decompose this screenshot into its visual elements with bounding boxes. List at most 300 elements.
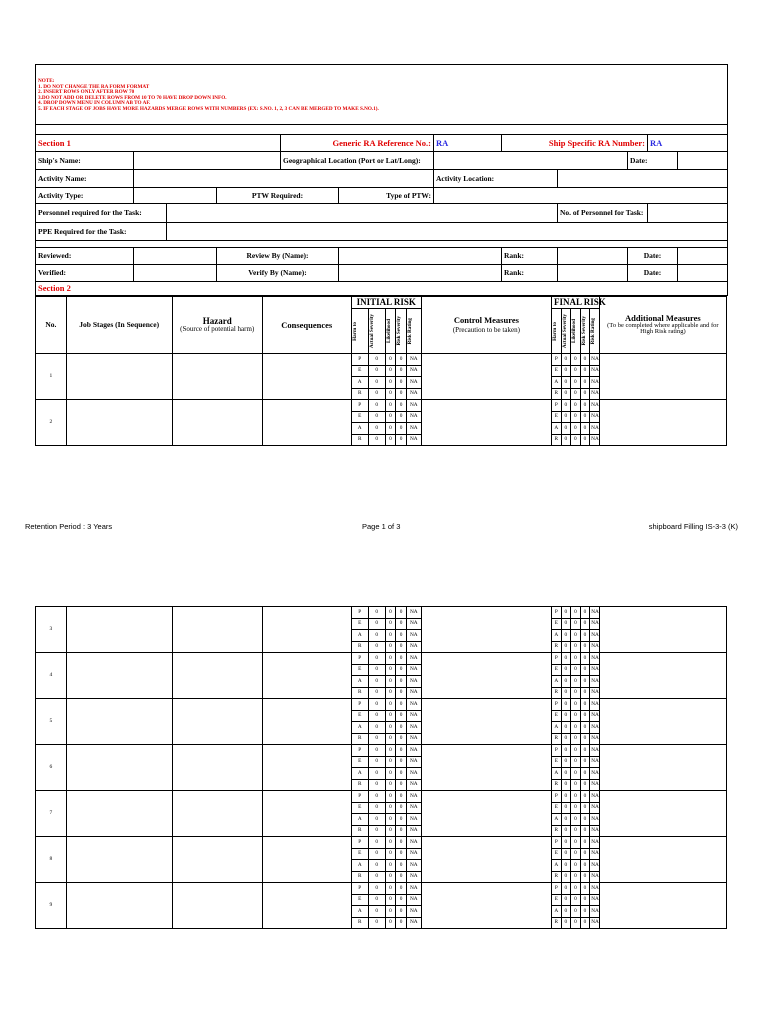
final-harm-to-cell[interactable]: A bbox=[552, 906, 562, 918]
control-measures-cell[interactable] bbox=[421, 607, 551, 653]
final-likelihood-cell[interactable]: 0 bbox=[571, 906, 581, 918]
final-likelihood-cell[interactable]: 0 bbox=[571, 400, 581, 412]
consequences-cell[interactable] bbox=[262, 400, 351, 446]
final-severity-cell[interactable]: 0 bbox=[561, 745, 571, 757]
final-severity-cell[interactable]: 0 bbox=[561, 354, 571, 366]
initial-severity-cell[interactable]: 0 bbox=[368, 400, 385, 412]
final-severity-cell[interactable]: 0 bbox=[561, 894, 571, 906]
type-of-ptw-field[interactable] bbox=[434, 188, 728, 204]
final-severity-cell[interactable]: 0 bbox=[561, 388, 571, 400]
initial-severity-cell[interactable]: 0 bbox=[368, 814, 385, 826]
final-likelihood-cell[interactable]: 0 bbox=[571, 377, 581, 389]
initial-likelihood-cell[interactable]: 0 bbox=[385, 883, 396, 895]
initial-risk-severity-cell: 0 bbox=[396, 641, 407, 653]
initial-harm-to-cell[interactable]: E bbox=[351, 411, 368, 423]
consequences-cell[interactable] bbox=[262, 791, 351, 837]
final-likelihood-cell[interactable]: 0 bbox=[571, 768, 581, 780]
initial-harm-to-cell[interactable]: P bbox=[351, 607, 368, 619]
final-likelihood-cell[interactable]: 0 bbox=[571, 848, 581, 860]
initial-likelihood-cell[interactable]: 0 bbox=[385, 825, 396, 837]
initial-harm-to-cell[interactable]: E bbox=[351, 664, 368, 676]
final-likelihood-cell[interactable]: 0 bbox=[571, 676, 581, 688]
final-severity-cell[interactable]: 0 bbox=[561, 423, 571, 435]
final-harm-to-cell[interactable]: P bbox=[552, 354, 562, 366]
final-severity-cell[interactable]: 0 bbox=[561, 434, 571, 446]
initial-likelihood-cell[interactable]: 0 bbox=[385, 618, 396, 630]
initial-harm-to-cell[interactable]: A bbox=[351, 630, 368, 642]
final-likelihood-cell[interactable]: 0 bbox=[571, 607, 581, 619]
final-likelihood-cell[interactable]: 0 bbox=[571, 388, 581, 400]
consequences-cell[interactable] bbox=[262, 837, 351, 883]
initial-severity-cell[interactable]: 0 bbox=[368, 871, 385, 883]
final-harm-to-cell[interactable]: R bbox=[552, 733, 562, 745]
initial-likelihood-cell[interactable]: 0 bbox=[385, 894, 396, 906]
final-harm-to-cell[interactable]: R bbox=[552, 434, 562, 446]
initial-severity-cell[interactable]: 0 bbox=[368, 687, 385, 699]
initial-likelihood-cell[interactable]: 0 bbox=[385, 906, 396, 918]
initial-severity-cell[interactable]: 0 bbox=[368, 802, 385, 814]
initial-likelihood-cell[interactable]: 0 bbox=[385, 871, 396, 883]
initial-harm-to-cell[interactable]: A bbox=[351, 768, 368, 780]
reviewed-field[interactable] bbox=[134, 248, 217, 265]
final-likelihood-cell[interactable]: 0 bbox=[571, 434, 581, 446]
final-severity-cell[interactable]: 0 bbox=[561, 607, 571, 619]
risk-assessment-table bbox=[35, 296, 727, 446]
initial-likelihood-cell[interactable]: 0 bbox=[385, 676, 396, 688]
initial-likelihood-cell[interactable]: 0 bbox=[385, 710, 396, 722]
initial-severity-cell[interactable]: 0 bbox=[368, 917, 385, 929]
final-likelihood-cell[interactable]: 0 bbox=[571, 745, 581, 757]
initial-likelihood-cell[interactable]: 0 bbox=[385, 768, 396, 780]
final-harm-to-cell[interactable]: P bbox=[552, 745, 562, 757]
initial-severity-cell[interactable]: 0 bbox=[368, 756, 385, 768]
hazard-cell[interactable] bbox=[172, 837, 262, 883]
final-severity-cell[interactable]: 0 bbox=[561, 814, 571, 826]
final-severity-cell[interactable]: 0 bbox=[561, 837, 571, 849]
initial-harm-to-cell[interactable]: R bbox=[351, 733, 368, 745]
final-risk-rating-cell: NA bbox=[590, 802, 600, 814]
initial-risk-rating-cell: NA bbox=[406, 791, 421, 803]
final-harm-to-cell[interactable]: E bbox=[552, 365, 562, 377]
final-severity-cell[interactable]: 0 bbox=[561, 860, 571, 872]
final-likelihood-cell[interactable]: 0 bbox=[571, 722, 581, 734]
final-harm-to-cell[interactable]: R bbox=[552, 687, 562, 699]
final-harm-to-cell[interactable]: E bbox=[552, 756, 562, 768]
ships-name-field[interactable] bbox=[134, 152, 281, 170]
job-stage-cell[interactable] bbox=[66, 653, 172, 699]
initial-harm-to-cell[interactable]: P bbox=[351, 837, 368, 849]
initial-likelihood-cell[interactable]: 0 bbox=[385, 791, 396, 803]
final-risk-severity-cell: 0 bbox=[580, 871, 590, 883]
additional-measures-cell[interactable] bbox=[599, 883, 726, 929]
initial-harm-to-cell[interactable]: E bbox=[351, 365, 368, 377]
initial-severity-cell[interactable]: 0 bbox=[368, 607, 385, 619]
final-risk-rating-cell: NA bbox=[590, 676, 600, 688]
initial-likelihood-cell[interactable]: 0 bbox=[385, 814, 396, 826]
additional-measures-cell[interactable] bbox=[599, 400, 726, 446]
generic-ra-value[interactable]: RA bbox=[434, 135, 502, 152]
final-harm-to-cell[interactable]: A bbox=[552, 676, 562, 688]
final-severity-cell[interactable]: 0 bbox=[561, 756, 571, 768]
review-date-field[interactable] bbox=[678, 248, 728, 265]
job-stage-cell[interactable] bbox=[66, 699, 172, 745]
initial-harm-to-cell[interactable]: P bbox=[351, 354, 368, 366]
initial-likelihood-cell[interactable]: 0 bbox=[385, 779, 396, 791]
initial-likelihood-cell[interactable]: 0 bbox=[385, 722, 396, 734]
initial-likelihood-cell[interactable]: 0 bbox=[385, 837, 396, 849]
initial-harm-to-cell[interactable]: P bbox=[351, 883, 368, 895]
final-risk-severity-cell: 0 bbox=[580, 630, 590, 642]
geo-location-field[interactable] bbox=[434, 152, 628, 170]
initial-severity-cell[interactable]: 0 bbox=[368, 710, 385, 722]
activity-location-field[interactable] bbox=[558, 170, 728, 188]
additional-measures-cell[interactable] bbox=[599, 653, 726, 699]
initial-severity-cell[interactable]: 0 bbox=[368, 906, 385, 918]
final-severity-cell[interactable]: 0 bbox=[561, 906, 571, 918]
initial-severity-cell[interactable]: 0 bbox=[368, 791, 385, 803]
initial-harm-to-cell[interactable]: R bbox=[351, 917, 368, 929]
initial-likelihood-cell[interactable]: 0 bbox=[385, 630, 396, 642]
final-severity-cell[interactable]: 0 bbox=[561, 791, 571, 803]
initial-harm-to-cell[interactable]: P bbox=[351, 699, 368, 711]
job-stage-cell[interactable] bbox=[66, 745, 172, 791]
initial-likelihood-cell[interactable]: 0 bbox=[385, 664, 396, 676]
initial-severity-cell[interactable]: 0 bbox=[368, 699, 385, 711]
verify-date-field[interactable] bbox=[678, 265, 728, 282]
activity-type-field[interactable] bbox=[134, 188, 217, 204]
initial-severity-cell[interactable]: 0 bbox=[368, 411, 385, 423]
initial-risk-rating-cell: NA bbox=[406, 630, 421, 642]
initial-severity-cell[interactable]: 0 bbox=[368, 745, 385, 757]
final-harm-to-cell[interactable]: E bbox=[552, 411, 562, 423]
consequences-cell[interactable] bbox=[262, 653, 351, 699]
final-harm-to-cell[interactable]: P bbox=[552, 837, 562, 849]
initial-harm-to-cell[interactable]: E bbox=[351, 710, 368, 722]
initial-harm-to-cell[interactable]: R bbox=[351, 779, 368, 791]
final-likelihood-cell[interactable]: 0 bbox=[571, 791, 581, 803]
initial-severity-cell[interactable]: 0 bbox=[368, 365, 385, 377]
final-harm-to-cell[interactable]: E bbox=[552, 664, 562, 676]
initial-harm-to-cell[interactable]: R bbox=[351, 388, 368, 400]
final-likelihood-cell[interactable]: 0 bbox=[571, 894, 581, 906]
initial-harm-to-cell[interactable]: P bbox=[351, 400, 368, 412]
initial-harm-to-cell[interactable]: R bbox=[351, 434, 368, 446]
control-measures-cell[interactable] bbox=[421, 653, 551, 699]
additional-measures-cell[interactable] bbox=[599, 791, 726, 837]
initial-severity-cell[interactable]: 0 bbox=[368, 883, 385, 895]
initial-severity-cell[interactable]: 0 bbox=[368, 779, 385, 791]
control-measures-cell[interactable] bbox=[421, 837, 551, 883]
final-likelihood-cell[interactable]: 0 bbox=[571, 756, 581, 768]
initial-harm-to-cell[interactable]: A bbox=[351, 423, 368, 435]
initial-harm-to-cell[interactable]: P bbox=[351, 791, 368, 803]
control-measures-cell[interactable] bbox=[421, 354, 551, 400]
initial-severity-cell[interactable]: 0 bbox=[368, 664, 385, 676]
final-severity-cell[interactable]: 0 bbox=[561, 802, 571, 814]
review-by-field[interactable] bbox=[339, 248, 502, 265]
final-harm-to-cell[interactable]: P bbox=[552, 699, 562, 711]
final-severity-cell[interactable]: 0 bbox=[561, 871, 571, 883]
final-harm-to-cell[interactable]: A bbox=[552, 814, 562, 826]
initial-likelihood-cell[interactable]: 0 bbox=[385, 641, 396, 653]
initial-risk-severity-cell: 0 bbox=[396, 745, 407, 757]
final-likelihood-cell[interactable]: 0 bbox=[571, 664, 581, 676]
job-stage-cell[interactable] bbox=[66, 400, 172, 446]
job-stage-cell[interactable] bbox=[66, 837, 172, 883]
ppe-required-field[interactable] bbox=[167, 223, 728, 241]
no-of-personnel-field[interactable] bbox=[648, 204, 728, 223]
initial-severity-cell[interactable]: 0 bbox=[368, 848, 385, 860]
final-severity-cell[interactable]: 0 bbox=[561, 710, 571, 722]
final-severity-cell[interactable]: 0 bbox=[561, 400, 571, 412]
initial-risk-severity-cell: 0 bbox=[396, 860, 407, 872]
initial-likelihood-cell[interactable]: 0 bbox=[385, 860, 396, 872]
final-severity-cell[interactable]: 0 bbox=[561, 848, 571, 860]
hazard-cell[interactable] bbox=[172, 653, 262, 699]
initial-harm-to-cell[interactable]: P bbox=[351, 653, 368, 665]
final-harm-to-cell[interactable]: P bbox=[552, 400, 562, 412]
initial-severity-cell[interactable]: 0 bbox=[368, 894, 385, 906]
final-harm-to-cell[interactable]: P bbox=[552, 791, 562, 803]
initial-likelihood-cell[interactable]: 0 bbox=[385, 733, 396, 745]
initial-harm-to-cell[interactable]: R bbox=[351, 641, 368, 653]
final-risk-severity-cell: 0 bbox=[580, 779, 590, 791]
final-severity-cell[interactable]: 0 bbox=[561, 917, 571, 929]
final-harm-to-cell[interactable]: A bbox=[552, 377, 562, 389]
consequences-cell[interactable] bbox=[262, 607, 351, 653]
final-severity-cell[interactable]: 0 bbox=[561, 676, 571, 688]
initial-likelihood-cell[interactable]: 0 bbox=[385, 400, 396, 412]
initial-harm-to-cell[interactable]: A bbox=[351, 377, 368, 389]
final-severity-cell[interactable]: 0 bbox=[561, 411, 571, 423]
initial-harm-to-cell[interactable]: A bbox=[351, 676, 368, 688]
consequences-cell[interactable] bbox=[262, 883, 351, 929]
initial-likelihood-cell[interactable]: 0 bbox=[385, 411, 396, 423]
final-harm-to-cell[interactable]: A bbox=[552, 630, 562, 642]
initial-severity-cell[interactable]: 0 bbox=[368, 676, 385, 688]
initial-severity-cell[interactable]: 0 bbox=[368, 377, 385, 389]
initial-severity-cell[interactable]: 0 bbox=[368, 768, 385, 780]
additional-measures-cell[interactable] bbox=[599, 607, 726, 653]
initial-risk-severity-cell: 0 bbox=[396, 653, 407, 665]
final-likelihood-cell[interactable]: 0 bbox=[571, 710, 581, 722]
initial-severity-cell[interactable]: 0 bbox=[368, 423, 385, 435]
final-harm-to-cell[interactable]: P bbox=[552, 883, 562, 895]
rank-field[interactable] bbox=[558, 248, 628, 265]
final-likelihood-cell[interactable]: 0 bbox=[571, 860, 581, 872]
final-severity-cell[interactable]: 0 bbox=[561, 779, 571, 791]
initial-harm-to-cell[interactable]: E bbox=[351, 618, 368, 630]
initial-risk-rating-cell: NA bbox=[406, 388, 421, 400]
final-likelihood-cell[interactable]: 0 bbox=[571, 354, 581, 366]
final-harm-to-cell[interactable]: A bbox=[552, 860, 562, 872]
initial-harm-to-cell[interactable]: E bbox=[351, 894, 368, 906]
control-measures-cell[interactable] bbox=[421, 400, 551, 446]
control-measures-cell[interactable] bbox=[421, 699, 551, 745]
final-severity-cell[interactable]: 0 bbox=[561, 641, 571, 653]
hazard-cell[interactable] bbox=[172, 699, 262, 745]
job-stage-cell[interactable] bbox=[66, 791, 172, 837]
final-likelihood-cell[interactable]: 0 bbox=[571, 687, 581, 699]
initial-harm-to-cell[interactable]: A bbox=[351, 814, 368, 826]
final-likelihood-cell[interactable]: 0 bbox=[571, 779, 581, 791]
initial-likelihood-cell[interactable]: 0 bbox=[385, 388, 396, 400]
final-severity-cell[interactable]: 0 bbox=[561, 618, 571, 630]
verified-field[interactable] bbox=[134, 265, 217, 282]
initial-likelihood-cell[interactable]: 0 bbox=[385, 607, 396, 619]
final-likelihood-cell[interactable]: 0 bbox=[571, 411, 581, 423]
final-severity-cell[interactable]: 0 bbox=[561, 722, 571, 734]
final-likelihood-cell[interactable]: 0 bbox=[571, 365, 581, 377]
final-harm-to-cell[interactable]: P bbox=[552, 607, 562, 619]
final-severity-cell[interactable]: 0 bbox=[561, 664, 571, 676]
activity-name-field[interactable] bbox=[134, 170, 434, 188]
final-harm-to-cell[interactable]: R bbox=[552, 779, 562, 791]
final-severity-cell[interactable]: 0 bbox=[561, 653, 571, 665]
control-measures-cell[interactable] bbox=[421, 791, 551, 837]
initial-likelihood-cell[interactable]: 0 bbox=[385, 917, 396, 929]
initial-likelihood-cell[interactable]: 0 bbox=[385, 699, 396, 711]
consequences-cell[interactable] bbox=[262, 699, 351, 745]
initial-severity-cell[interactable]: 0 bbox=[368, 354, 385, 366]
initial-likelihood-cell[interactable]: 0 bbox=[385, 354, 396, 366]
final-harm-to-cell[interactable]: P bbox=[552, 653, 562, 665]
final-severity-cell[interactable]: 0 bbox=[561, 883, 571, 895]
hazard-cell[interactable] bbox=[172, 400, 262, 446]
additional-measures-cell[interactable] bbox=[599, 699, 726, 745]
initial-harm-to-cell[interactable]: R bbox=[351, 871, 368, 883]
initial-likelihood-cell[interactable]: 0 bbox=[385, 434, 396, 446]
verify-by-field[interactable] bbox=[339, 265, 502, 282]
final-harm-to-cell[interactable]: A bbox=[552, 423, 562, 435]
initial-likelihood-cell[interactable]: 0 bbox=[385, 802, 396, 814]
initial-likelihood-header: Likelihood bbox=[385, 309, 396, 354]
final-severity-cell[interactable]: 0 bbox=[561, 733, 571, 745]
initial-likelihood-cell[interactable]: 0 bbox=[385, 423, 396, 435]
final-likelihood-cell[interactable]: 0 bbox=[571, 653, 581, 665]
job-stage-cell[interactable] bbox=[66, 607, 172, 653]
final-likelihood-cell[interactable]: 0 bbox=[571, 423, 581, 435]
personnel-required-field[interactable] bbox=[167, 204, 558, 223]
final-risk-severity-cell: 0 bbox=[580, 434, 590, 446]
final-harm-to-cell[interactable]: E bbox=[552, 802, 562, 814]
initial-harm-to-cell[interactable]: A bbox=[351, 722, 368, 734]
initial-severity-cell[interactable]: 0 bbox=[368, 630, 385, 642]
initial-severity-cell[interactable]: 0 bbox=[368, 388, 385, 400]
hazard-cell[interactable] bbox=[172, 745, 262, 791]
initial-severity-cell[interactable]: 0 bbox=[368, 722, 385, 734]
activity-type-label: Activity Type: bbox=[36, 188, 134, 204]
final-likelihood-cell[interactable]: 0 bbox=[571, 733, 581, 745]
final-harm-to-cell[interactable]: R bbox=[552, 917, 562, 929]
final-harm-to-cell[interactable]: R bbox=[552, 871, 562, 883]
final-likelihood-cell[interactable]: 0 bbox=[571, 917, 581, 929]
initial-harm-to-cell[interactable]: A bbox=[351, 906, 368, 918]
final-likelihood-cell[interactable]: 0 bbox=[571, 699, 581, 711]
initial-severity-cell[interactable]: 0 bbox=[368, 641, 385, 653]
final-harm-to-cell[interactable]: E bbox=[552, 848, 562, 860]
initial-harm-to-cell[interactable]: E bbox=[351, 848, 368, 860]
date-field[interactable] bbox=[678, 152, 728, 170]
final-severity-cell[interactable]: 0 bbox=[561, 377, 571, 389]
final-severity-cell[interactable]: 0 bbox=[561, 687, 571, 699]
initial-harm-to-cell[interactable]: E bbox=[351, 756, 368, 768]
hazard-cell[interactable] bbox=[172, 883, 262, 929]
initial-harm-to-cell[interactable]: A bbox=[351, 860, 368, 872]
final-harm-to-cell[interactable]: E bbox=[552, 710, 562, 722]
final-harm-to-cell[interactable]: R bbox=[552, 825, 562, 837]
control-measures-cell[interactable] bbox=[421, 883, 551, 929]
hazard-cell[interactable] bbox=[172, 791, 262, 837]
initial-likelihood-cell[interactable]: 0 bbox=[385, 848, 396, 860]
final-harm-to-cell[interactable]: R bbox=[552, 641, 562, 653]
final-risk-rating-cell: NA bbox=[590, 871, 600, 883]
final-likelihood-cell[interactable]: 0 bbox=[571, 630, 581, 642]
initial-likelihood-cell[interactable]: 0 bbox=[385, 745, 396, 757]
final-severity-cell[interactable]: 0 bbox=[561, 699, 571, 711]
initial-severity-cell[interactable]: 0 bbox=[368, 434, 385, 446]
final-severity-cell[interactable]: 0 bbox=[561, 825, 571, 837]
final-likelihood-cell[interactable]: 0 bbox=[571, 641, 581, 653]
final-likelihood-cell[interactable]: 0 bbox=[571, 618, 581, 630]
additional-measures-cell[interactable] bbox=[599, 837, 726, 883]
final-harm-to-cell[interactable]: R bbox=[552, 388, 562, 400]
initial-likelihood-cell[interactable]: 0 bbox=[385, 653, 396, 665]
initial-harm-to-cell[interactable]: R bbox=[351, 687, 368, 699]
final-harm-to-cell[interactable]: E bbox=[552, 894, 562, 906]
initial-severity-cell[interactable]: 0 bbox=[368, 618, 385, 630]
final-severity-cell[interactable]: 0 bbox=[561, 768, 571, 780]
initial-severity-cell[interactable]: 0 bbox=[368, 837, 385, 849]
hazard-cell[interactable] bbox=[172, 354, 262, 400]
control-measures-cell[interactable] bbox=[421, 745, 551, 791]
initial-severity-cell[interactable]: 0 bbox=[368, 653, 385, 665]
final-likelihood-cell[interactable]: 0 bbox=[571, 814, 581, 826]
ra-form-page-1 bbox=[35, 64, 727, 446]
final-likelihood-cell[interactable]: 0 bbox=[571, 837, 581, 849]
initial-likelihood-cell[interactable]: 0 bbox=[385, 377, 396, 389]
consequences-cell[interactable] bbox=[262, 745, 351, 791]
consequences-cell[interactable] bbox=[262, 354, 351, 400]
initial-likelihood-cell[interactable]: 0 bbox=[385, 365, 396, 377]
final-severity-cell[interactable]: 0 bbox=[561, 365, 571, 377]
initial-severity-cell[interactable]: 0 bbox=[368, 733, 385, 745]
final-severity-cell[interactable]: 0 bbox=[561, 630, 571, 642]
ship-ra-value[interactable]: RA bbox=[648, 135, 728, 152]
initial-severity-cell[interactable]: 0 bbox=[368, 860, 385, 872]
additional-measures-cell[interactable] bbox=[599, 745, 726, 791]
job-stage-cell[interactable] bbox=[66, 883, 172, 929]
initial-harm-to-cell[interactable]: P bbox=[351, 745, 368, 757]
final-likelihood-cell[interactable]: 0 bbox=[571, 883, 581, 895]
final-likelihood-cell[interactable]: 0 bbox=[571, 802, 581, 814]
final-harm-to-cell[interactable]: A bbox=[552, 768, 562, 780]
final-likelihood-cell[interactable]: 0 bbox=[571, 825, 581, 837]
rank-field-2[interactable] bbox=[558, 265, 628, 282]
initial-likelihood-cell[interactable]: 0 bbox=[385, 687, 396, 699]
final-harm-to-cell[interactable]: E bbox=[552, 618, 562, 630]
initial-harm-to-cell[interactable]: E bbox=[351, 802, 368, 814]
initial-likelihood-cell[interactable]: 0 bbox=[385, 756, 396, 768]
final-likelihood-cell[interactable]: 0 bbox=[571, 871, 581, 883]
initial-harm-to-cell[interactable]: R bbox=[351, 825, 368, 837]
additional-measures-cell[interactable] bbox=[599, 354, 726, 400]
final-harm-to-cell[interactable]: A bbox=[552, 722, 562, 734]
risk-sub-row bbox=[36, 791, 727, 803]
initial-severity-cell[interactable]: 0 bbox=[368, 825, 385, 837]
job-stage-cell[interactable] bbox=[66, 354, 172, 400]
hazard-cell[interactable] bbox=[172, 607, 262, 653]
